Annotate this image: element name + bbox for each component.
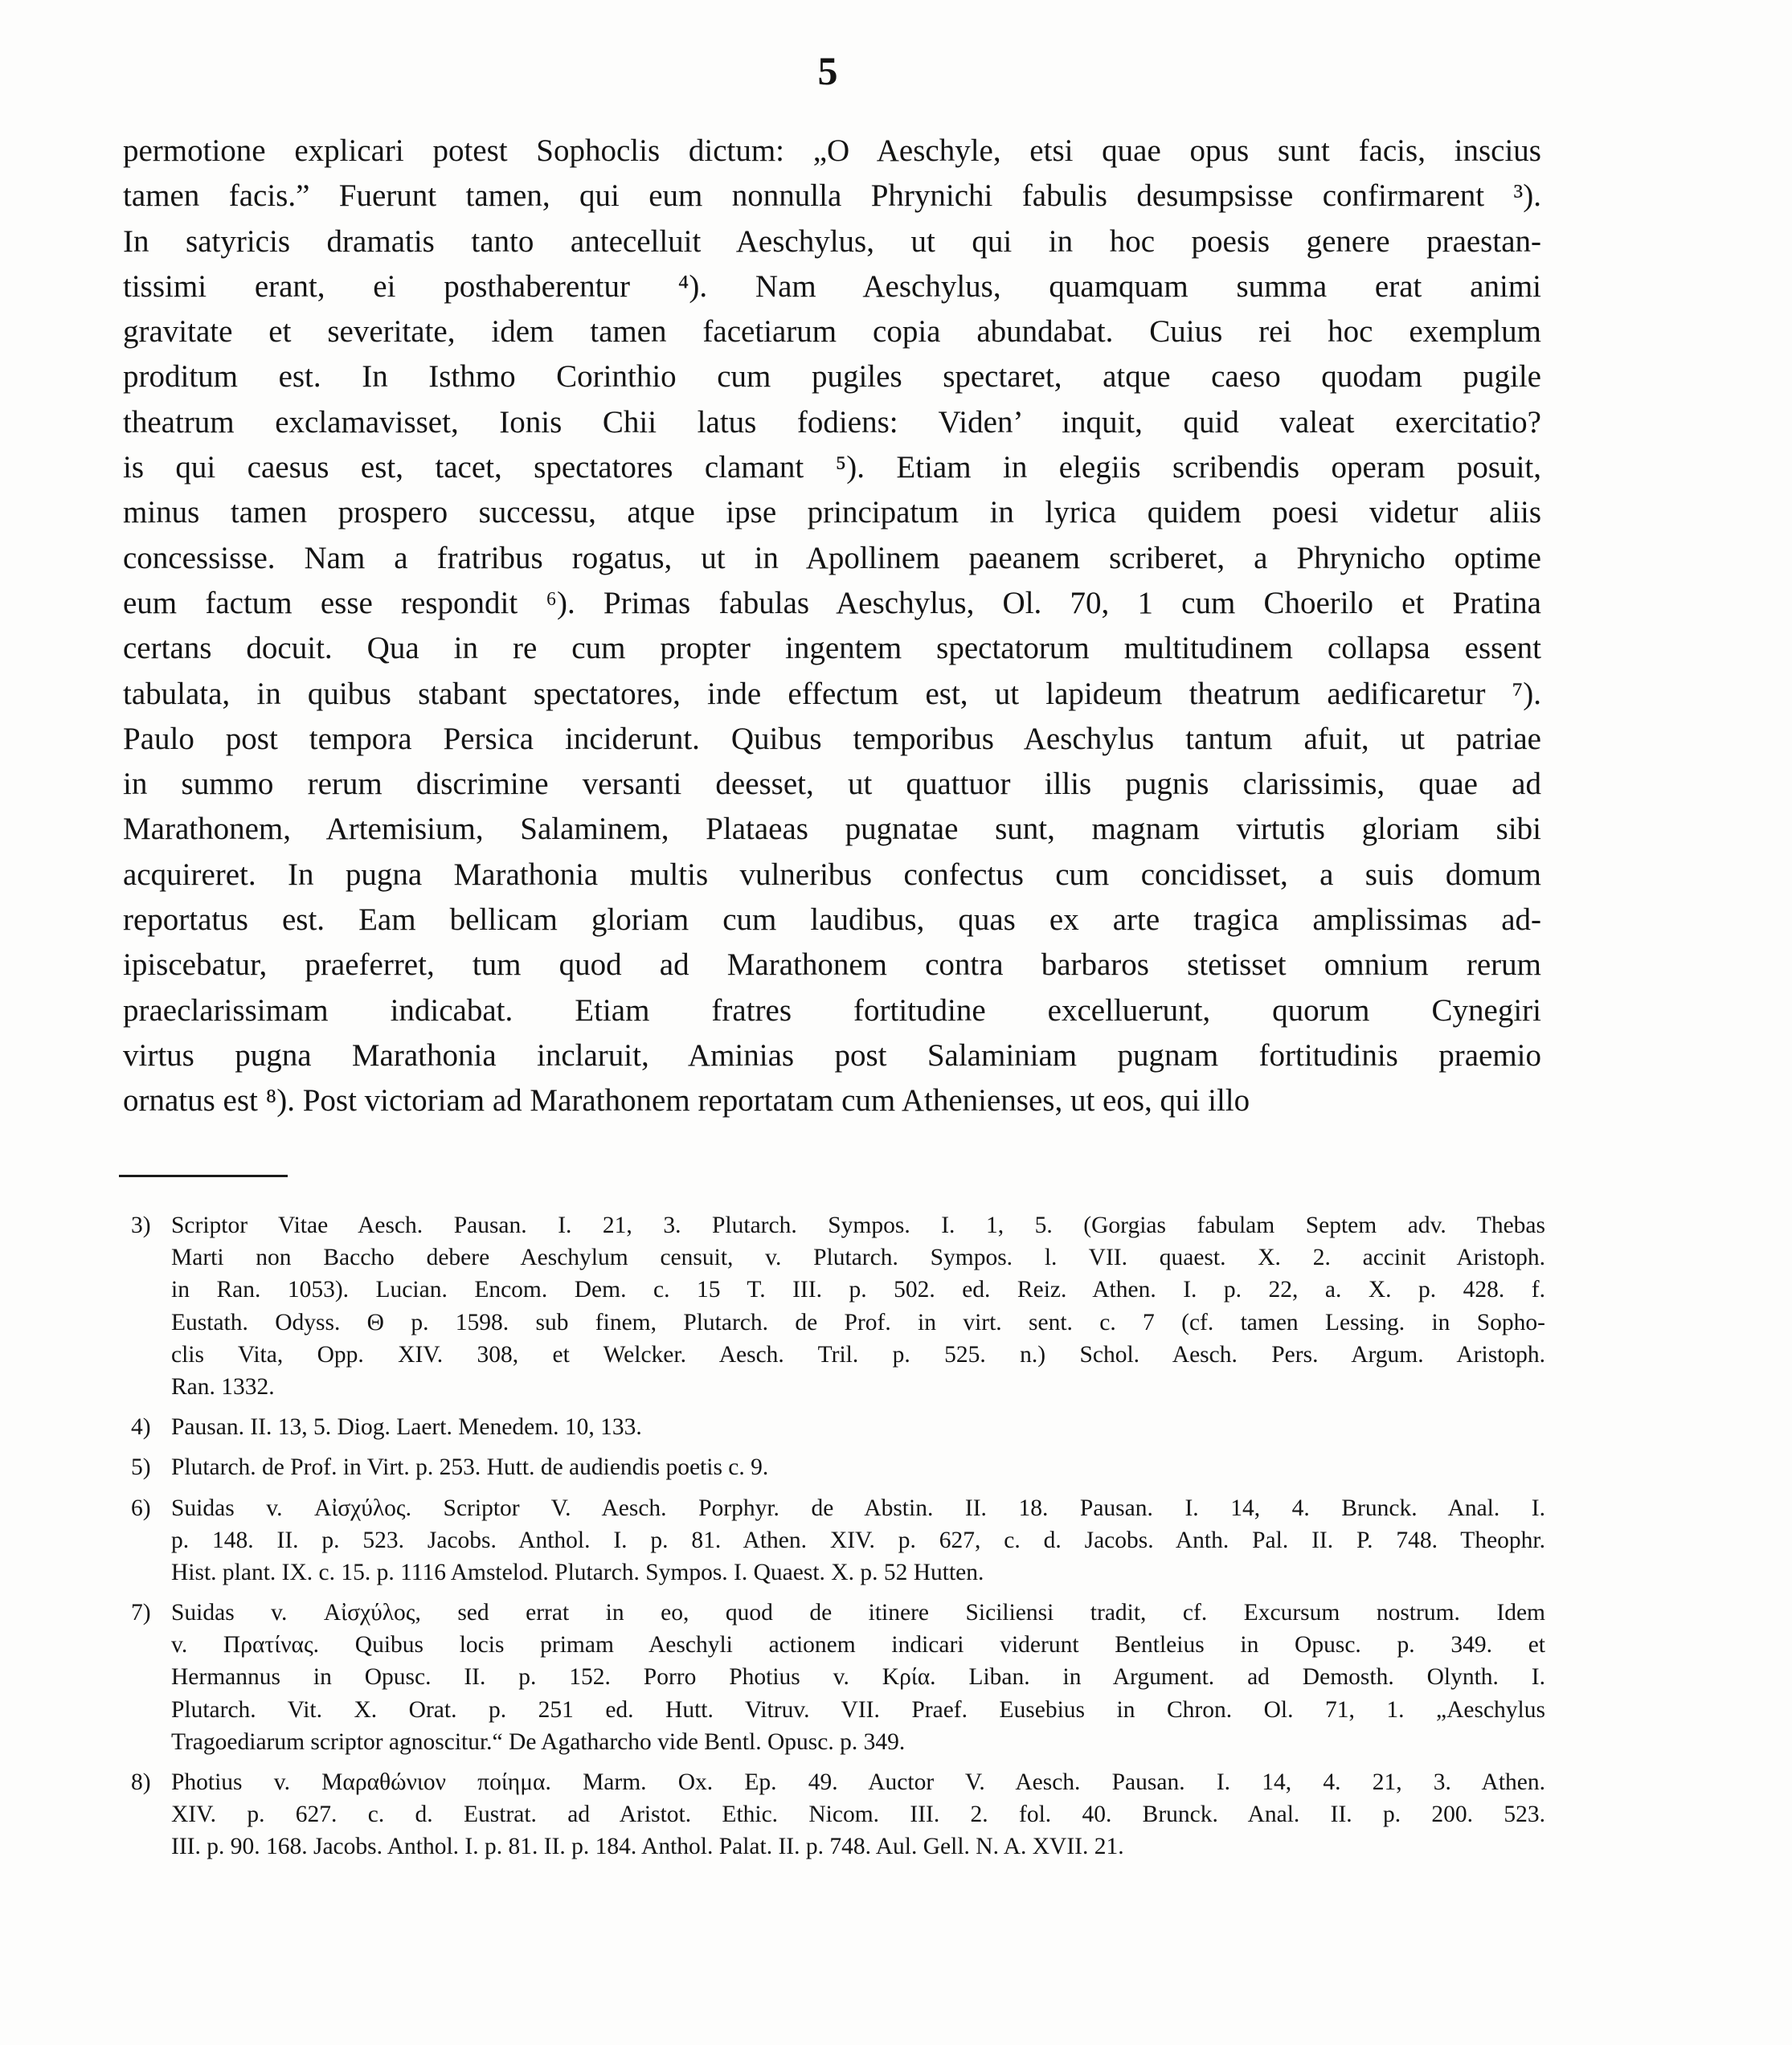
footnote-separator: [119, 1175, 288, 1177]
body-line: virtus pugna Marathonia inclaruit, Aminias post Salaminiam pugnam fortitudinis praemio: [123, 1037, 1541, 1073]
footnote: [131, 1209, 1545, 1403]
footnote-line: Plutarch. de Prof. in Virt. p. 253. Hutt. de audiendis poetis c. 9.: [171, 1454, 769, 1481]
body-line: tamen facis.” Fuerunt tamen, qui eum nonnulla Phrynichi fabulis desumpsisse confirmarent ³).: [123, 178, 1541, 214]
body-line: In satyricis dramatis tanto antecelluit Aeschylus, ut qui in hoc poesis genere praestan-: [123, 223, 1541, 259]
footnote-line: Scriptor Vitae Aesch. Pausan. I. 21, 3. Plutarch. Sympos. I. 1, 5. (Gorgias fabulam Septem adv. Thebas: [171, 1213, 1545, 1238]
body-line: ornatus est ⁸). Post victoriam ad Marathonem reportatam cum Athenienses, ut eos, qui illo: [123, 1083, 1250, 1119]
body-line: tissimi erant, ei posthaberentur ⁴). Nam Aeschylus, quamquam summa erat animi: [123, 268, 1541, 304]
footnote-label: 8): [131, 1769, 151, 1795]
page-number: 5: [817, 48, 838, 93]
footnote-line: Hist. plant. IX. c. 15. p. 1116 Amstelod. Plutarch. Sympos. I. Quaest. X. p. 52 Hutten.: [171, 1559, 984, 1585]
body-line: Marathonem, Artemisium, Salaminem, Plataeas pugnatae sunt, magnam virtutis gloriam sibi: [123, 812, 1541, 847]
main-text: [123, 129, 1541, 1124]
footnote-line: p. 148. II. p. 523. Jacobs. Anthol. I. p. 81. Athen. XIV. p. 627, c. d. Jacobs. Anth. Pal. II. P. 748. Theophr.: [171, 1527, 1545, 1553]
footnote-line: Photius v. Μαραθώνιον ποίημα. Marm. Ox. Ep. 49. Auctor V. Aesch. Pausan. I. 14, 4. 21, 3. Athen.: [171, 1769, 1545, 1795]
footnote-label: 3): [131, 1213, 151, 1238]
footnote-line: Suidas v. Αἰσχύλος. Scriptor V. Aesch. Porphyr. de Abstin. II. 18. Pausan. I. 14, 4. Brunck. Anal. I.: [171, 1495, 1545, 1521]
footnote-line: Marti non Baccho debere Aeschylum censuit, v. Plutarch. Sympos. l. VII. quaest. X. 2. accinit Aristoph.: [171, 1245, 1545, 1271]
footnote-line: Plutarch. Vit. X. Orat. p. 251 ed. Hutt. Vitruv. VII. Praef. Eusebius in Chron. Ol. 71, 1. „Aeschylus: [171, 1696, 1545, 1723]
body-line: permotione explicari potest Sophoclis dictum: „O Aeschyle, etsi quae opus sunt facis, inscius: [123, 133, 1541, 168]
body-line: in summo rerum discrimine versanti deesset, ut quattuor illis pugnis clarissimis, quae ad: [123, 767, 1541, 802]
body-line: minus tamen prospero successu, atque ipse principatum in lyrica quidem poesi videtur aliis: [123, 495, 1541, 530]
body-line: ipiscebatur, praeferret, tum quod ad Marathonem contra barbaros stetisset omnium rerum: [123, 947, 1541, 983]
body-line: proditum est. In Isthmo Corinthio cum pugiles spectaret, atque caeso quodam pugile: [123, 359, 1541, 395]
footnote-label: 6): [131, 1495, 151, 1521]
footnote-label: 4): [131, 1414, 151, 1441]
body-line: theatrum exclamavisset, Ionis Chii latus fodiens: Viden’ inquit, quid valeat exercitatio?: [123, 404, 1541, 440]
footnote-line: Pausan. II. 13, 5. Diog. Laert. Menedem. 10, 133.: [171, 1414, 642, 1441]
footnote-label: 5): [131, 1454, 151, 1481]
body-line: is qui caesus est, tacet, spectatores clamant ⁵). Etiam in elegiis scribendis operam posuit,: [123, 450, 1541, 485]
footnote-line: Tragoediarum scriptor agnoscitur.“ De Agatharcho vide Bentl. Opusc. p. 349.: [171, 1728, 906, 1755]
footnote-label: 7): [131, 1600, 151, 1626]
body-line: certans docuit. Qua in re cum propter ingentem spectatorum multitudinem collapsa essent: [123, 631, 1541, 666]
body-line: tabulata, in quibus stabant spectatores, inde effectum est, ut lapideum theatrum aedificaretur ⁷).: [123, 676, 1541, 711]
body-line: eum factum esse respondit ⁶). Primas fabulas Aeschylus, Ol. 70, 1 cum Choerilo et Pratina: [123, 585, 1541, 620]
footnote: [131, 1411, 1545, 1443]
footnotes-section: [131, 1209, 1545, 1871]
footnote: [131, 1451, 1545, 1483]
footnote-line: clis Vita, Opp. XIV. 308, et Welcker. Aesch. Tril. p. 525. n.) Schol. Aesch. Pers. Argum. Aristoph.: [171, 1341, 1545, 1368]
footnote: [131, 1766, 1545, 1863]
footnote-line: III. p. 90. 168. Jacobs. Anthol. I. p. 81. II. p. 184. Anthol. Palat. II. p. 748. Aul. Gell. N. A. XVII. 21.: [171, 1834, 1124, 1860]
body-line: acquireret. In pugna Marathonia multis vulneribus confectus cum concidisset, a suis domum: [123, 857, 1541, 892]
body-line: praeclarissimam indicabat. Etiam fratres fortitudine excelluerunt, quorum Cynegiri: [123, 992, 1541, 1028]
footnote: [131, 1597, 1545, 1758]
body-line: concessisse. Nam a fratribus rogatus, ut in Apollinem paeanem scriberet, a Phrynicho optime: [123, 540, 1541, 575]
footnote-line: Eustath. Odyss. Θ p. 1598. sub finem, Plutarch. de Prof. in virt. sent. c. 7 (cf. tamen Lessing. in Sopho-: [171, 1309, 1545, 1335]
body-line: gravitate et severitate, idem tamen facetiarum copia abundabat. Cuius rei hoc exemplum: [123, 314, 1541, 350]
footnote-line: Ran. 1332.: [171, 1373, 275, 1400]
footnote-line: Hermannus in Opusc. II. p. 152. Porro Photius v. Κρία. Liban. in Argument. ad Demosth. Olynth. I.: [171, 1664, 1545, 1691]
footnote-line: Suidas v. Αἰσχύλος, sed errat in eo, quod de itinere Siciliensi tradit, cf. Excursum nostrum. Idem: [171, 1600, 1545, 1626]
body-line: reportatus est. Eam bellicam gloriam cum laudibus, quas ex arte tragica amplissimas ad-: [123, 902, 1541, 938]
footnote-line: XIV. p. 627. c. d. Eustrat. ad Aristot. Ethic. Nicom. III. 2. fol. 40. Brunck. Anal. II. p. 200. 523.: [171, 1802, 1545, 1828]
footnote-line: v. Πρατίνας. Quibus locis primam Aeschyli actionem indicari viderunt Bentleius in Opusc. p. 349. et: [171, 1632, 1545, 1658]
body-line: Paulo post tempora Persica inciderunt. Quibus temporibus Aeschylus tantum afuit, ut patriae: [123, 721, 1541, 756]
footnote-line: in Ran. 1053). Lucian. Encom. Dem. c. 15 T. III. p. 502. ed. Reiz. Athen. I. p. 22, a. X. p. 428. f.: [171, 1277, 1545, 1303]
footnote: [131, 1492, 1545, 1589]
